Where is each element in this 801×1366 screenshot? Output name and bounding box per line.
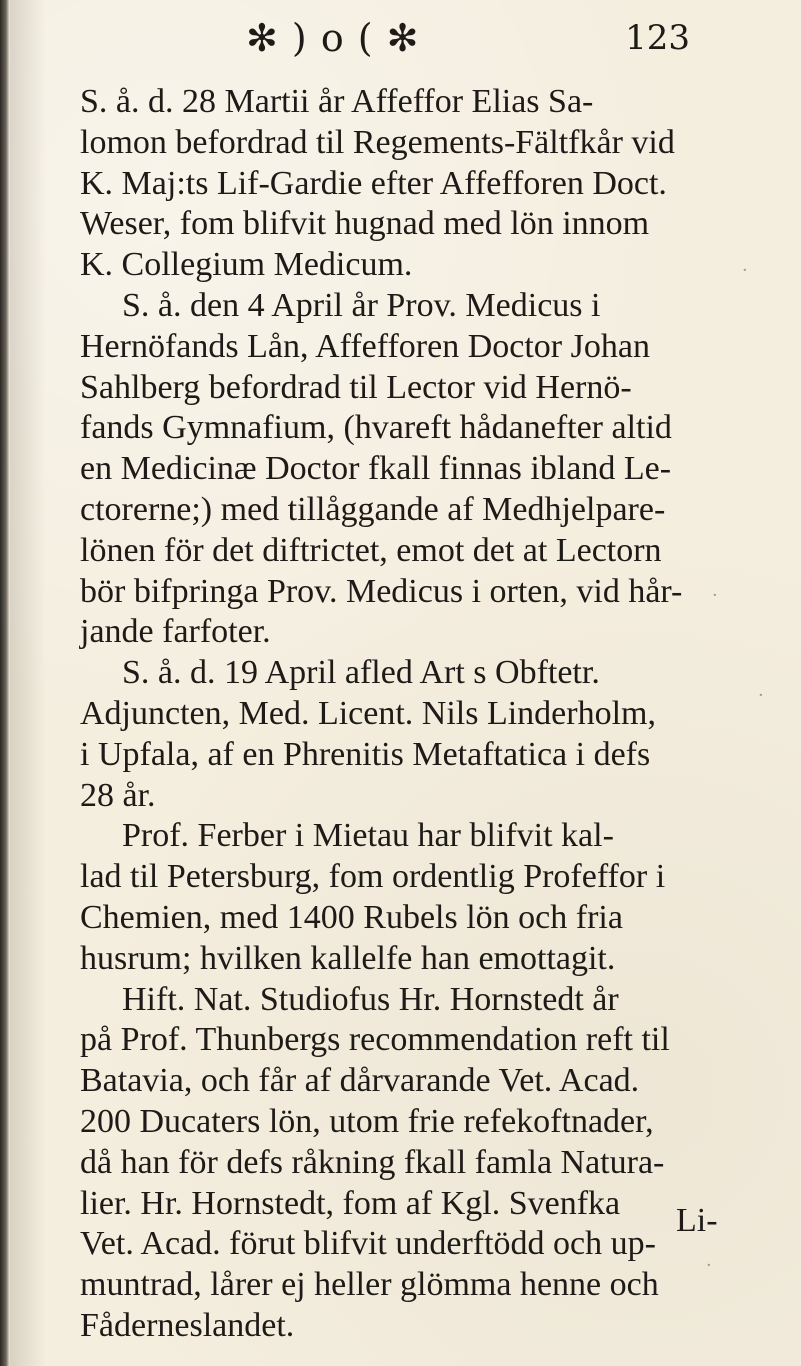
- text-line: Vet. Acad. förut blifvit underftödd och up-: [80, 1225, 656, 1263]
- text-line: lomon befordrad til Regements-Fältfkår vid: [80, 123, 675, 161]
- text-line: S. å. d. 28 Martii år Affeffor Elias Sa-: [80, 83, 594, 120]
- text-line: S. å. den 4 April år Prov. Medicus i: [122, 286, 601, 324]
- text-line: Weser, fom blifvit hugnad med lön innom: [80, 205, 650, 243]
- text-line: Sahlberg befordrad til Lector vid Hernö-: [80, 368, 632, 406]
- text-line: ctorerne;) med tillåggande af Medhjelpare-: [80, 490, 666, 528]
- text-line: en Medicinæ Doctor fkall finnas ibland Le-: [80, 450, 672, 488]
- text-line: S. å. d. 19 April afled Art s Obftetr.: [122, 654, 600, 692]
- page-edge: [0, 0, 10, 1366]
- text-line: Hernöfands Lån, Affefforen Doctor Johan: [80, 327, 650, 365]
- text-line: i Upfala, af en Phrenitis Metaftatica i defs: [80, 735, 651, 773]
- text-line: K. Collegium Medicum.: [80, 246, 413, 284]
- text-line: muntrad, lårer ej heller glömma henne och: [80, 1266, 659, 1304]
- text-line: lönen för det diftrictet, emot det at Lectorn: [80, 531, 662, 569]
- paper-speck: ·: [712, 585, 718, 606]
- gutter-shadow: [10, 0, 46, 1366]
- text-line: Adjuncten, Med. Licent. Nils Linderholm,: [80, 694, 656, 732]
- text-line: husrum; hvilken kallelfe han emottagit.: [80, 939, 616, 977]
- paper-speck: ·: [742, 260, 748, 281]
- text-line: Hift. Nat. Studiofus Hr. Hornstedt år: [122, 980, 619, 1018]
- page-number: 123: [625, 18, 690, 58]
- text-line: lier. Hr. Hornstedt, fom af Kgl. Svenfka: [80, 1184, 621, 1222]
- page-header: [0, 12, 801, 70]
- text-line: 200 Ducaters lön, utom frie refekoftnader,: [80, 1102, 654, 1140]
- text-block: [80, 82, 712, 1347]
- running-head: ✻ ) o ( ✻: [246, 16, 420, 60]
- catchword: Li-: [676, 1202, 718, 1239]
- paper-speck: ·: [758, 685, 764, 706]
- text-line: fands Gymnafium, (hvareft hådanefter altid: [80, 409, 672, 447]
- text-line: då han för defs råkning fkall famla Natura-: [80, 1143, 665, 1181]
- text-line: Batavia, och får af dårvarande Vet. Acad.: [80, 1062, 640, 1100]
- text-line: lad til Petersburg, fom ordentlig Profeffor i: [80, 858, 666, 896]
- text-line: 28 år.: [80, 776, 156, 814]
- text-line: Chemien, med 1400 Rubels lön och fria: [80, 898, 623, 936]
- text-line: K. Maj:ts Lif-Gardie efter Affefforen Doct.: [80, 164, 667, 202]
- text-line: bör bifpringa Prov. Medicus i orten, vid hår-: [80, 572, 683, 610]
- text-line: Fåderneslandet.: [80, 1306, 295, 1344]
- text-line: jande farfoter.: [80, 613, 271, 651]
- paper-speck: ·: [706, 1255, 712, 1276]
- text-line: Prof. Ferber i Mietau har blifvit kal-: [122, 817, 614, 855]
- text-line: på Prof. Thunbergs recommendation reft til: [80, 1021, 670, 1059]
